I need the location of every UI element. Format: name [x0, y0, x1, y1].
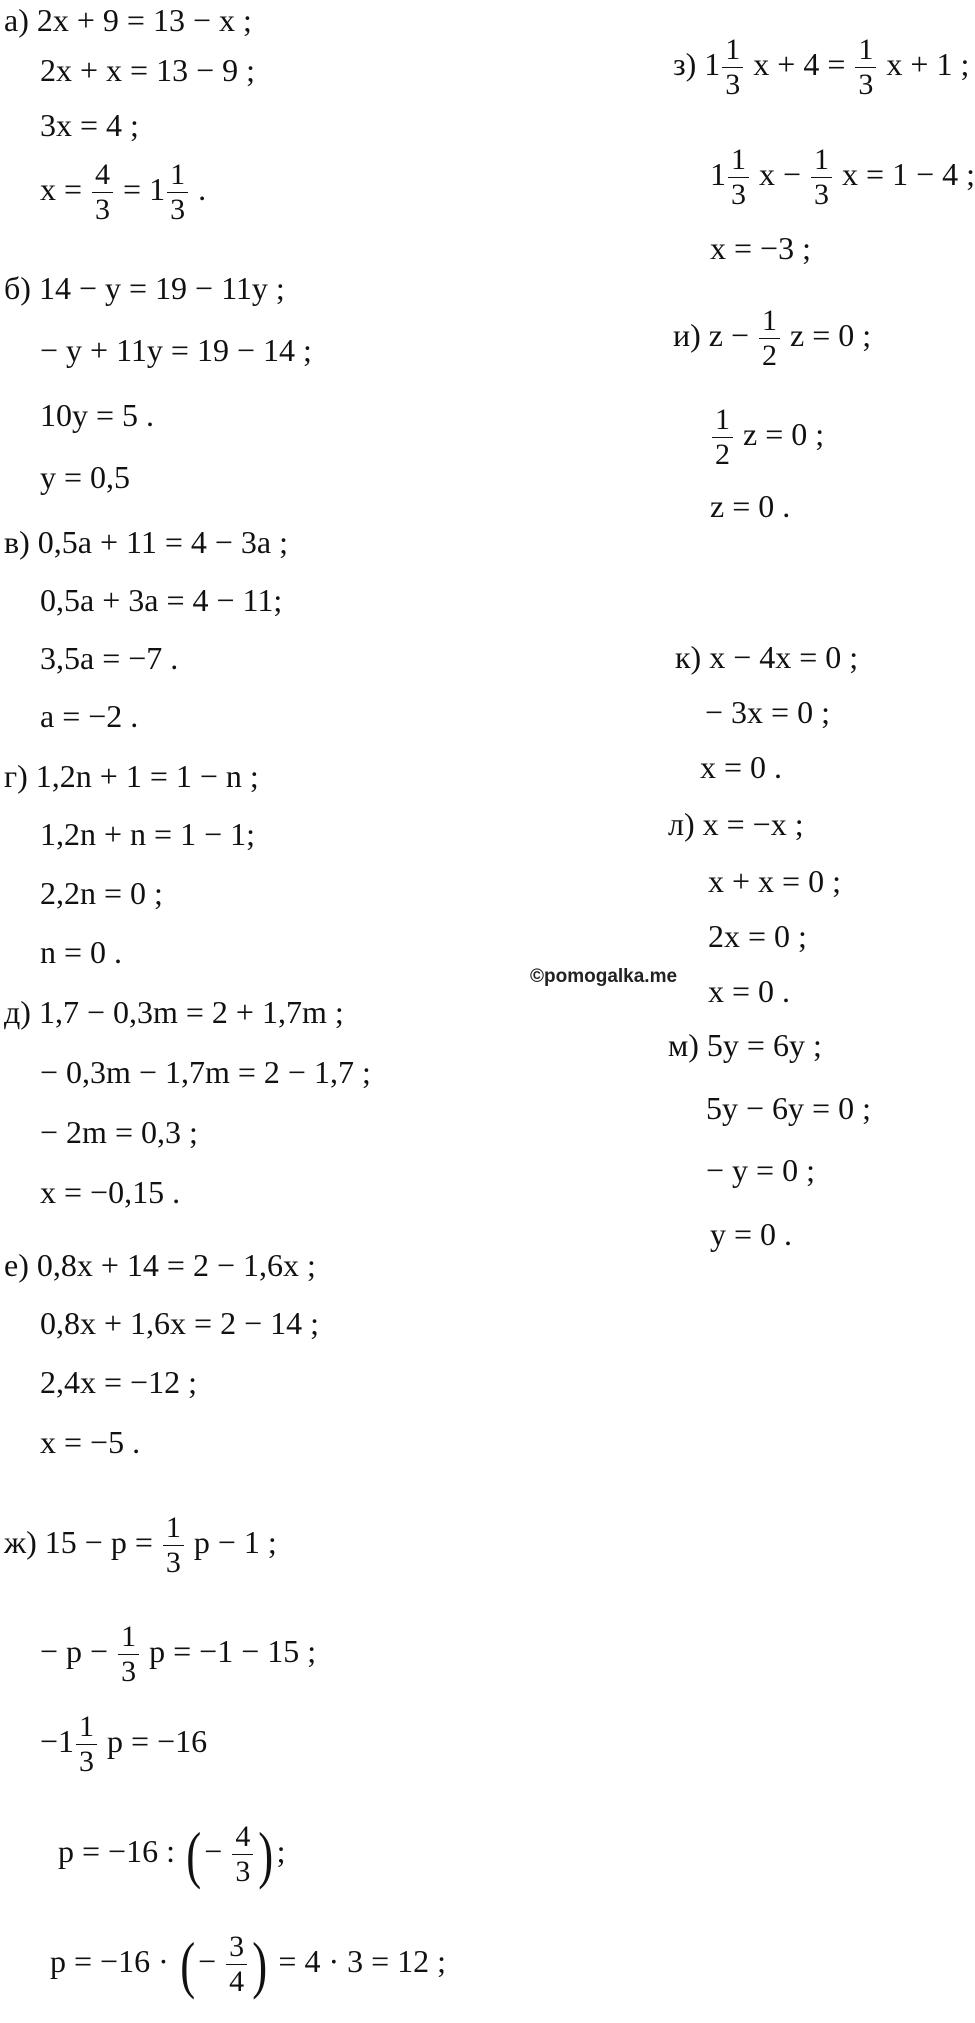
eq-m-line3: − y = 0 ;: [706, 1152, 815, 1188]
fraction: $\frac{1}{3}$: [728, 145, 749, 210]
eq-v-line1: в) 0,5a + 11 = 4 − 3a ;: [4, 524, 289, 560]
fraction: $\frac{3}{4}$: [226, 1932, 247, 1997]
eq-v-line3: 3,5a = −7 .: [40, 640, 179, 676]
eq-k-line1: к) x − 4x = 0 ;: [675, 639, 859, 675]
fraction: $\frac{1}{3}$: [76, 1712, 97, 1777]
eq-k-line2: − 3x = 0 ;: [705, 694, 830, 730]
eq-zh-line3: −1 $\frac{1}{3}$ p = −16: [40, 1710, 208, 1778]
eq-b-line3: 10y = 5 .: [40, 397, 155, 433]
eq-z-line3: x = −3 ;: [710, 230, 811, 266]
eq-a-line2: 2x + x = 13 − 9 ;: [40, 52, 256, 88]
fraction: $\frac{1}{2}$: [759, 306, 780, 371]
eq-g-line1: г) 1,2n + 1 = 1 − n ;: [4, 758, 259, 794]
eq-b-line2: − y + 11y = 19 − 14 ;: [40, 332, 312, 368]
fraction: $\frac{1}{2}$: [712, 405, 733, 470]
eq-a-line1: а) 2x + 9 = 13 − x ;: [4, 2, 252, 38]
fraction: $\frac{1}{3}$: [855, 35, 876, 100]
eq-zh-line5: p = −16 · (− $\frac{3}{4}$ ) = 4 · 3 = 12 ;: [50, 1928, 447, 2000]
eq-g-line2: 1,2n + n = 1 − 1;: [40, 816, 256, 852]
eq-v-line4: a = −2 .: [40, 698, 139, 734]
eq-zh-line2: − p − $\frac{1}{3}$ p = −1 − 15 ;: [40, 1620, 317, 1688]
fraction: $\frac{1}{3}$: [167, 160, 188, 225]
fraction: $\frac{1}{3}$: [722, 35, 743, 100]
eq-g-line3: 2,2n = 0 ;: [40, 875, 163, 911]
watermark: ©pomogalka.me: [530, 966, 678, 987]
fraction: $\frac{1}{3}$: [163, 1513, 184, 1578]
eq-d-line4: x = −0,15 .: [40, 1174, 181, 1210]
fraction: $\frac{4}{3}$: [232, 1822, 253, 1887]
eq-z-line1: з) 1 $\frac{1}{3}$ x + 4 = $\frac{1}{3}$ x + 1 ;: [673, 33, 970, 101]
eq-m-line1: м) 5y = 6y ;: [668, 1027, 822, 1063]
eq-a-line3: 3x = 4 ;: [40, 107, 139, 143]
eq-e-line4: x = −5 .: [40, 1424, 141, 1460]
fraction: $\frac{1}{3}$: [118, 1622, 139, 1687]
eq-a-line4: x = $\frac{4}{3}$ = 1 $\frac{1}{3}$ .: [40, 158, 207, 226]
eq-d-line1: д) 1,7 − 0,3m = 2 + 1,7m ;: [4, 994, 344, 1030]
eq-g-line4: n = 0 .: [40, 934, 123, 970]
eq-b-line1: б) 14 − y = 19 − 11y ;: [4, 270, 285, 306]
eq-v-line2: 0,5a + 3a = 4 − 11;: [40, 582, 283, 618]
eq-m-line4: y = 0 .: [710, 1216, 793, 1252]
eq-zh-line1: ж) 15 − p = $\frac{1}{3}$ p − 1 ;: [4, 1511, 277, 1579]
eq-i-line3: z = 0 .: [710, 488, 791, 524]
eq-l-line1: л) x = −x ;: [668, 806, 804, 842]
eq-i-line2: $\frac{1}{2}$ z = 0 ;: [710, 405, 824, 470]
fraction: $\frac{4}{3}$: [92, 160, 113, 225]
eq-zh-line4: p = −16 : (− $\frac{4}{3}$ );: [58, 1818, 286, 1890]
eq-l-line2: x + x = 0 ;: [708, 863, 841, 899]
eq-l-line3: 2x = 0 ;: [708, 918, 807, 954]
eq-k-line3: x = 0 .: [700, 749, 783, 785]
eq-e-line1: е) 0,8x + 14 = 2 − 1,6x ;: [4, 1247, 316, 1283]
eq-d-line3: − 2m = 0,3 ;: [40, 1114, 198, 1150]
eq-z-line2: 1 $\frac{1}{3}$ x − $\frac{1}{3}$ x = 1 − 4 ;: [710, 143, 975, 211]
fraction: $\frac{1}{3}$: [811, 145, 832, 210]
eq-e-line2: 0,8x + 1,6x = 2 − 14 ;: [40, 1305, 320, 1341]
eq-l-line4: x = 0 .: [708, 973, 791, 1009]
eq-d-line2: − 0,3m − 1,7m = 2 − 1,7 ;: [40, 1054, 371, 1090]
eq-b-line4: y = 0,5: [40, 459, 131, 495]
eq-e-line3: 2,4x = −12 ;: [40, 1364, 197, 1400]
eq-i-line1: и) z − $\frac{1}{2}$ z = 0 ;: [673, 304, 872, 372]
eq-m-line2: 5y − 6y = 0 ;: [706, 1090, 871, 1126]
